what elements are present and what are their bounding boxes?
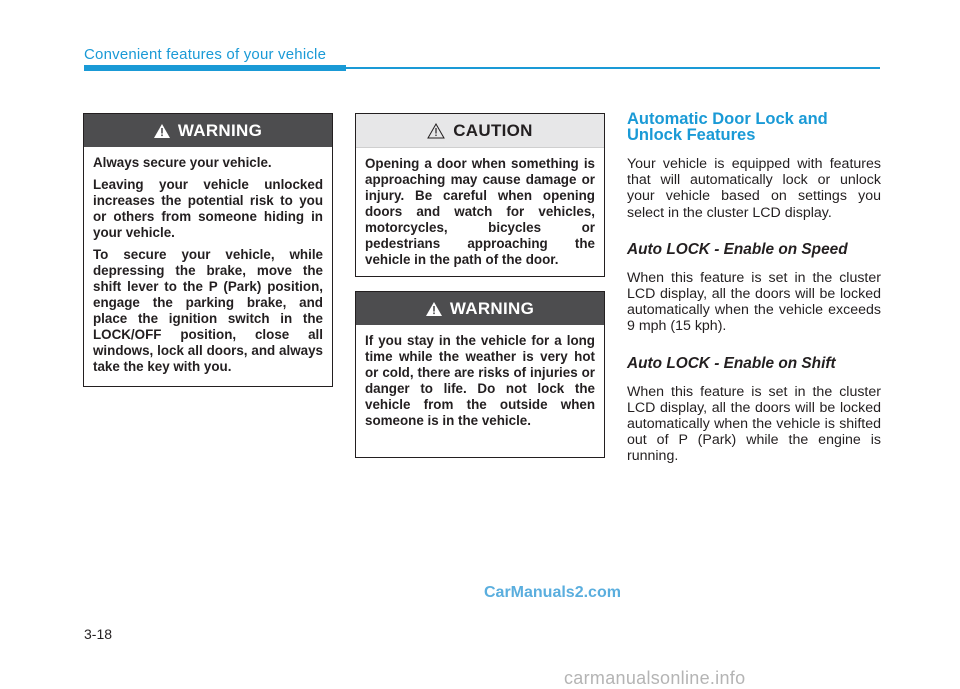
section-title: Convenient features of your vehicle bbox=[84, 46, 327, 63]
warning-triangle-icon bbox=[154, 124, 170, 138]
warning-paragraph: To secure your vehicle, while depressing the brake, move the shift lever to the P (Park) position, engage the parking brake, and place the ignition switch in the LOCK/OFF position, close all windows, lock all doors, and always take the key with you. bbox=[93, 247, 323, 374]
warning-header bbox=[84, 114, 332, 147]
warning-paragraph: Leaving your vehicle unlocked increases the potential risk to you or others from someone hiding in your vehicle. bbox=[93, 177, 323, 240]
warning-paragraph: If you stay in the vehicle for a long time while the weather is very hot or cold, there are risks of injuries or danger to life. Do not lock the vehicle from the outside when someone is in the vehicle. bbox=[365, 333, 595, 428]
warning-title: WARNING bbox=[177, 120, 263, 140]
caution-box-opening-door bbox=[355, 113, 605, 277]
enable-on-speed-text: When this feature is set in the cluster LCD display, all the doors will be locked automatically when the vehicle exceeds 9 mph (15 kph). bbox=[627, 269, 881, 335]
door-lock-section bbox=[627, 111, 881, 465]
warning-header bbox=[356, 292, 604, 325]
site-watermark: carmanualsonline.info bbox=[564, 668, 746, 688]
warning-paragraph: Always secure your vehicle. bbox=[93, 155, 272, 170]
enable-on-shift-text: When this feature is set in the cluster LCD display, all the doors will be locked automatically when the vehicle is shifted out of P (Park) while the engine is running. bbox=[627, 383, 881, 465]
header-bar-accent bbox=[84, 65, 346, 71]
subheading-enable-on-shift: Auto LOCK - Enable on Shift bbox=[627, 354, 836, 372]
subheading-enable-on-speed: Auto LOCK - Enable on Speed bbox=[627, 240, 848, 258]
caution-body bbox=[356, 148, 604, 278]
caution-paragraph: Opening a door when something is approaching may cause damage or injury. Be careful when opening doors and watch for vehicles, motorcycles, bicycles or pedestrians approaching the vehicle in the path of the door. bbox=[365, 156, 595, 267]
warning-box-hot-cold bbox=[355, 291, 605, 458]
warning-title: WARNING bbox=[449, 298, 535, 318]
watermark-link[interactable]: CarManuals2.com bbox=[484, 584, 621, 601]
caution-title: CAUTION bbox=[453, 120, 533, 140]
caution-header bbox=[356, 114, 604, 148]
section-intro: Your vehicle is equipped with features that will automatically lock or unlock your vehicle based on settings you select in the cluster LCD display. bbox=[627, 156, 881, 221]
warning-box-secure-vehicle bbox=[83, 113, 333, 387]
header-rule bbox=[346, 67, 880, 69]
warning-body bbox=[356, 325, 604, 439]
warning-body bbox=[84, 147, 332, 385]
section-heading: Automatic Door Lock and Unlock Features bbox=[627, 110, 828, 144]
caution-triangle-icon bbox=[427, 123, 445, 139]
page-number: 3-18 bbox=[84, 626, 113, 642]
warning-triangle-icon bbox=[426, 302, 442, 316]
